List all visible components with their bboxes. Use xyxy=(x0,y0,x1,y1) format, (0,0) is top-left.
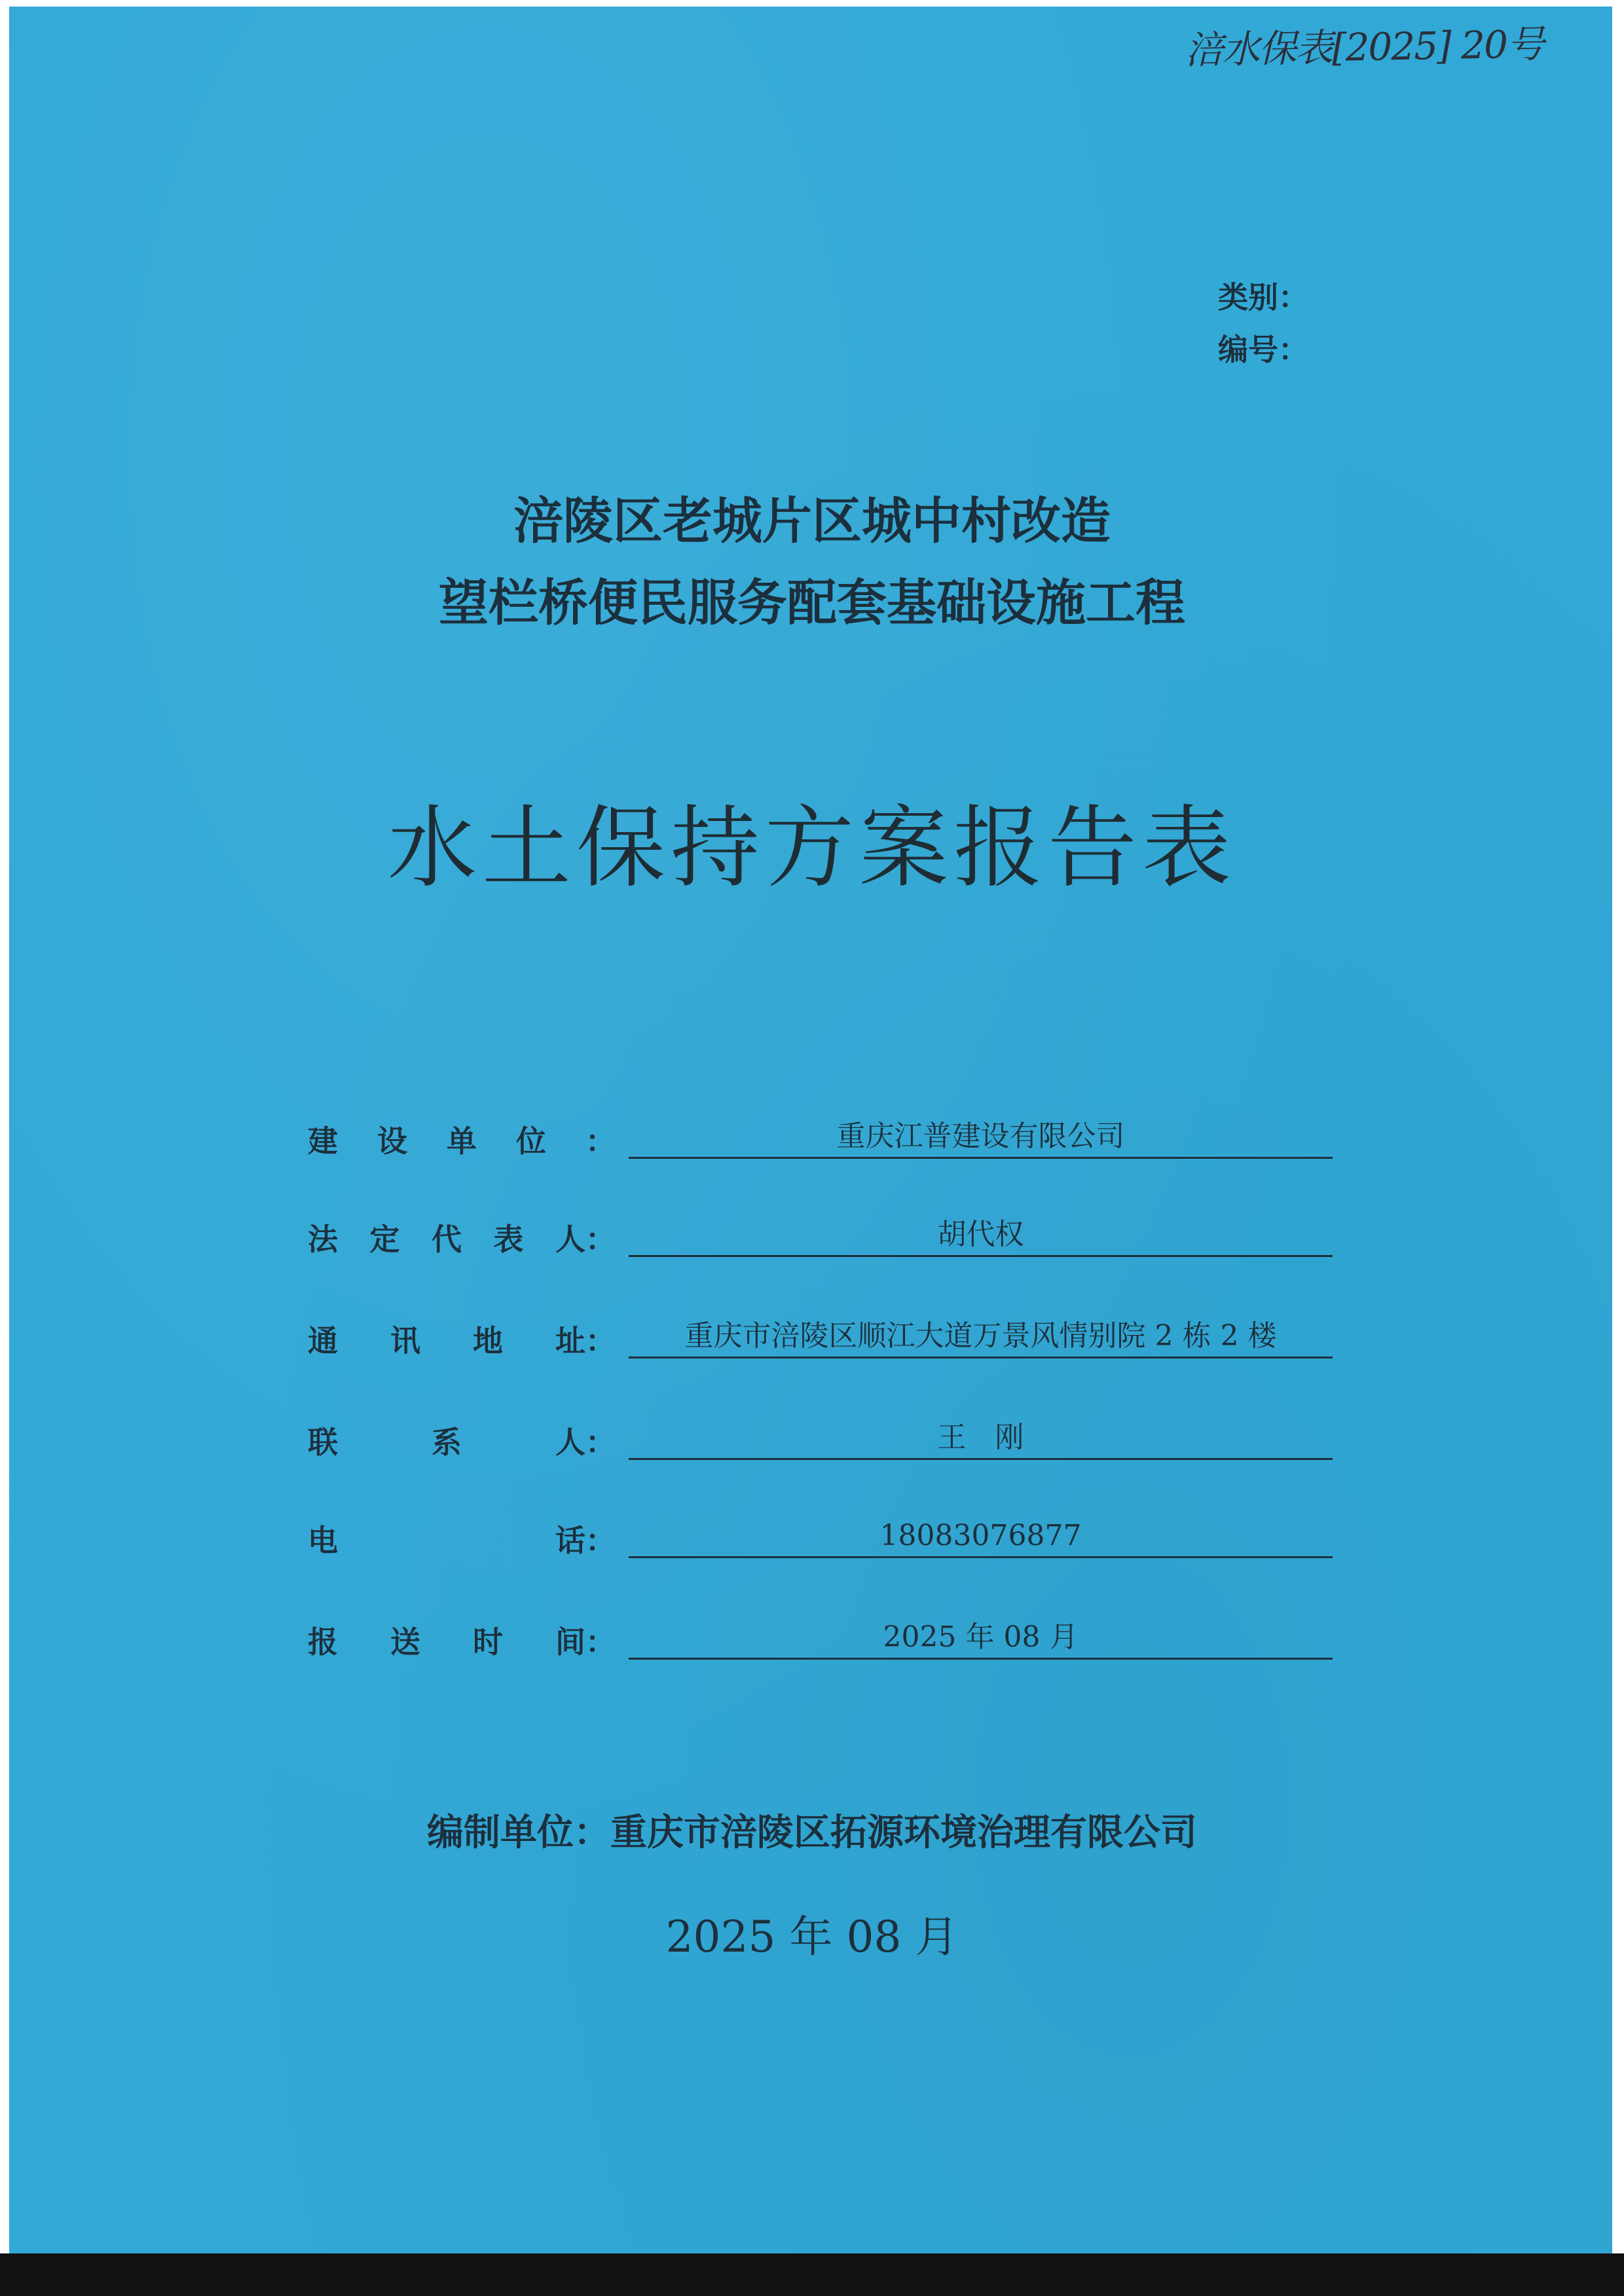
label-char: 建 xyxy=(308,1123,338,1159)
field-label xyxy=(308,1214,616,1260)
field-telephone xyxy=(308,1516,1336,1561)
project-title-line2: 望栏桥便民服务配套基础设施工程 xyxy=(439,574,1185,632)
field-value: 胡代权 xyxy=(629,1214,1333,1257)
field-value: 重庆市涪陵区顺江大道万景风情别院 2 栋 2 楼 xyxy=(629,1316,1333,1358)
field-label xyxy=(308,1516,616,1561)
label-char: 设 xyxy=(377,1123,407,1159)
field-contact-person xyxy=(308,1417,1336,1463)
label-char: 间： xyxy=(555,1624,616,1660)
label-char: ： xyxy=(585,1123,616,1159)
label-char: 代 xyxy=(432,1222,462,1257)
label-char: 时 xyxy=(473,1624,503,1660)
compile-date: 2025 年 08 月 xyxy=(665,1912,959,1962)
label-char: 法 xyxy=(308,1222,338,1257)
field-construction-unit xyxy=(308,1116,1336,1162)
label-char: 系 xyxy=(432,1425,462,1460)
field-address xyxy=(308,1316,1336,1362)
category-label: 类别： xyxy=(1218,280,1308,315)
field-label xyxy=(308,1116,616,1162)
field-value: 2025 年 08 月 xyxy=(629,1617,1333,1660)
field-value: 重庆江普建设有限公司 xyxy=(629,1116,1333,1159)
label-char: 人： xyxy=(555,1222,616,1257)
label-char: 址： xyxy=(555,1323,616,1358)
label-char: 表 xyxy=(493,1222,524,1257)
field-submission-date xyxy=(308,1617,1336,1663)
label-char: 单 xyxy=(447,1123,477,1159)
label-char: 电 xyxy=(308,1523,338,1558)
label-char: 讯 xyxy=(390,1323,420,1358)
project-title-line1: 涪陵区老城片区城中村改造 xyxy=(513,492,1111,550)
label-char: 通 xyxy=(308,1323,338,1358)
scan-edge xyxy=(0,2253,1624,2296)
label-char: 定 xyxy=(369,1222,400,1257)
field-value: 18083076877 xyxy=(629,1516,1333,1558)
compiling-unit: 编制单位：重庆市涪陵区拓源环境治理有限公司 xyxy=(427,1812,1197,1854)
label-char: 话： xyxy=(555,1523,616,1558)
field-legal-representative xyxy=(308,1214,1336,1260)
label-char: 报 xyxy=(308,1624,338,1660)
field-label xyxy=(308,1617,616,1663)
field-label xyxy=(308,1417,616,1463)
label-char: 人： xyxy=(555,1425,616,1460)
label-char: 位 xyxy=(516,1123,546,1159)
label-char: 地 xyxy=(473,1323,503,1358)
handwritten-serial-note: 涪水保表[2025] 20号 xyxy=(1185,22,1544,73)
field-label xyxy=(308,1316,616,1362)
field-value: 王 刚 xyxy=(629,1417,1333,1460)
label-char: 送 xyxy=(390,1624,420,1660)
label-char: 联 xyxy=(308,1425,338,1460)
document-title: 水土保持方案报告表 xyxy=(388,797,1236,900)
number-label: 编号： xyxy=(1218,332,1308,367)
